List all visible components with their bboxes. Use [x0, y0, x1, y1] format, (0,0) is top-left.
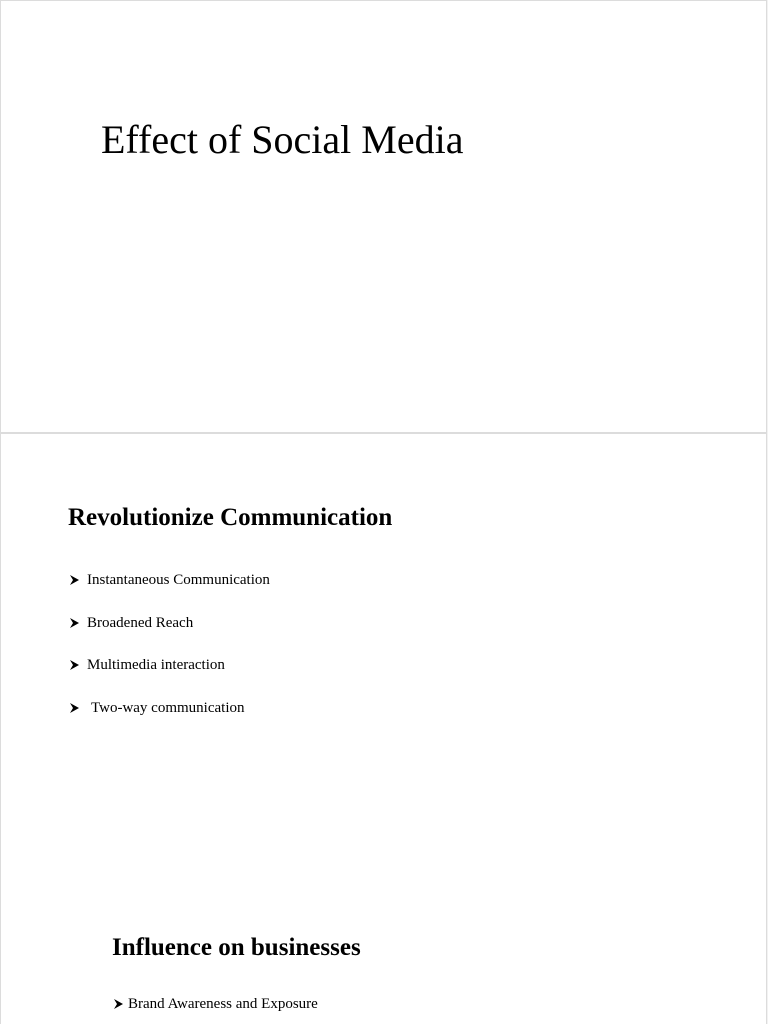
slide-1 [0, 0, 767, 433]
arrow-bullet-icon [113, 998, 124, 1010]
arrow-bullet-icon [69, 617, 80, 629]
list-item-text: Multimedia interaction [87, 657, 225, 673]
list-item-text: Two-way communication [91, 699, 245, 716]
arrow-bullet-icon [69, 659, 80, 671]
list-item [69, 698, 270, 718]
list-item-text: Brand Awareness and Exposure [128, 996, 318, 1012]
list-item [69, 613, 270, 633]
list-item-text: Instantaneous Communication [87, 572, 270, 588]
list-item [69, 655, 270, 675]
section-heading-business: Influence on businesses [112, 934, 361, 961]
section-heading-communication: Revolutionize Communication [68, 504, 393, 531]
list-item-text: Broadened Reach [87, 614, 194, 631]
bullet-list-business [113, 994, 318, 1014]
bullet-list-communication [69, 570, 270, 740]
list-item [69, 570, 270, 590]
slide-title: Effect of Social Media [101, 117, 464, 162]
arrow-bullet-icon [69, 702, 80, 714]
arrow-bullet-icon [69, 574, 80, 586]
slide-2 [0, 433, 767, 1024]
list-item [113, 994, 318, 1014]
